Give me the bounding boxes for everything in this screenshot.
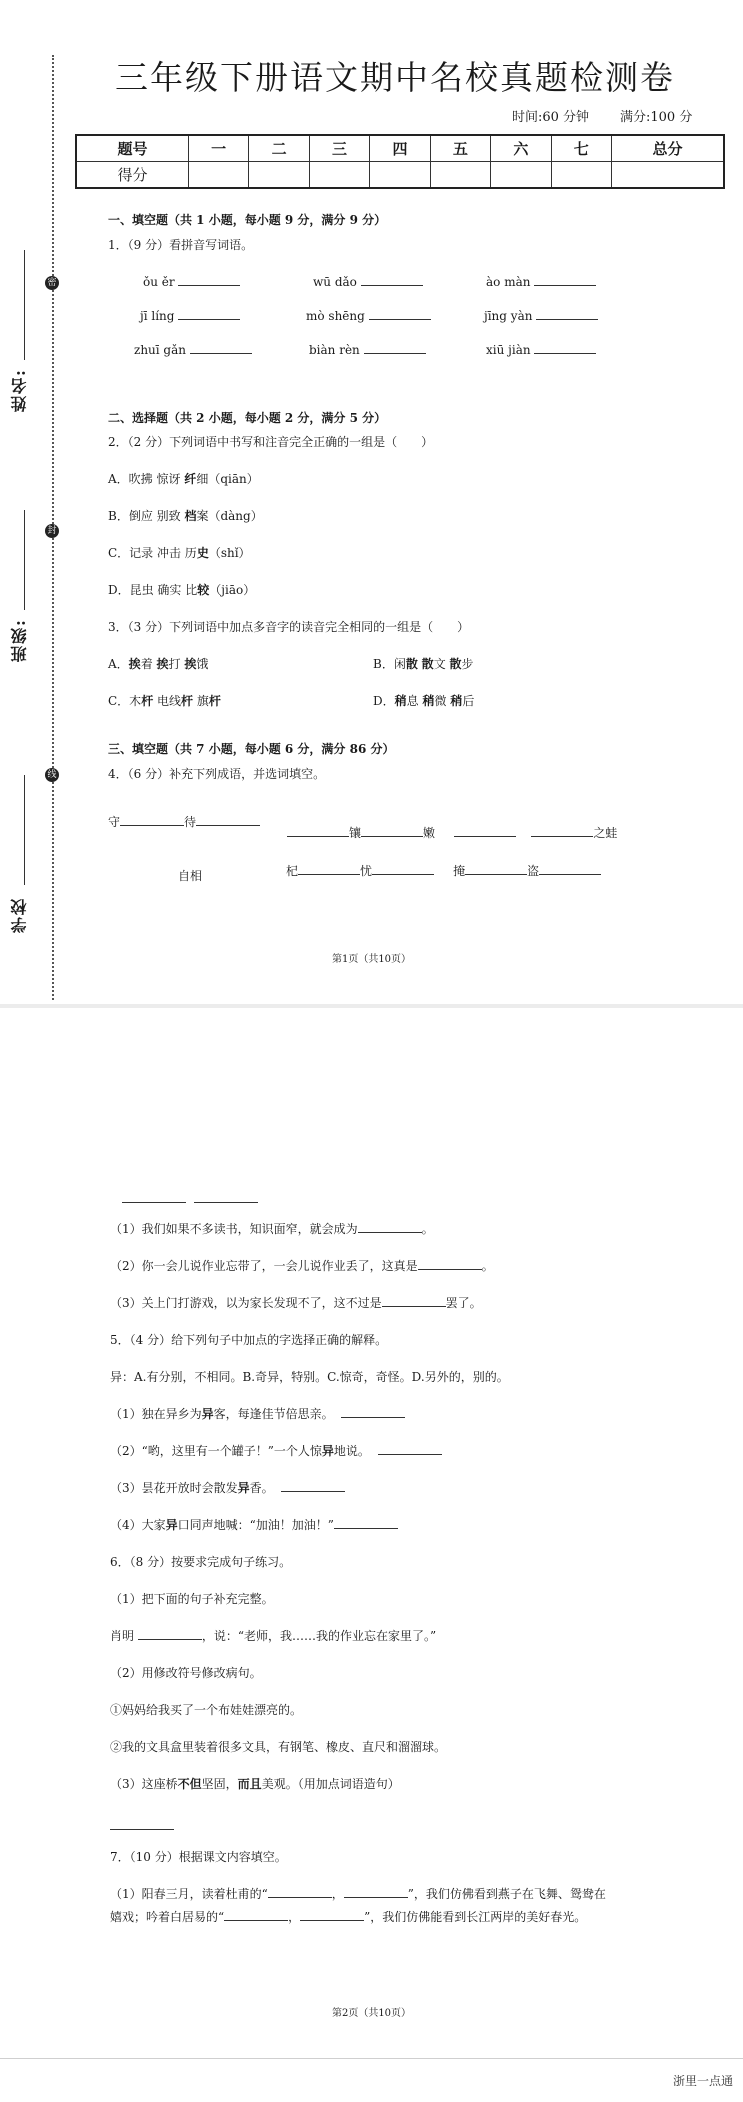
answer-blank[interactable] bbox=[298, 863, 360, 875]
option-text: 细（qiān） bbox=[196, 472, 259, 486]
score-header-cell: 三 bbox=[309, 135, 369, 162]
option-text: 着 bbox=[140, 657, 157, 671]
answer-blank[interactable] bbox=[190, 342, 252, 354]
answer-blank[interactable] bbox=[110, 1818, 174, 1830]
answer-blank[interactable] bbox=[196, 814, 260, 826]
answer-blank[interactable] bbox=[454, 825, 516, 837]
option-key-char: 较 bbox=[197, 583, 210, 597]
pinyin-item bbox=[306, 308, 431, 323]
q4-sub-3 bbox=[110, 1294, 482, 1311]
q2-option-d[interactable] bbox=[108, 581, 255, 598]
pinyin-text: xiū jiàn bbox=[486, 343, 531, 357]
question-text: 罢了。 bbox=[445, 1296, 482, 1310]
bottom-divider bbox=[0, 2058, 743, 2059]
seal-mark-xian: 线 bbox=[45, 768, 59, 782]
option-text: 文 bbox=[433, 657, 450, 671]
question-text: （2）你一会儿说作业忘带了，一会儿说作业丢了，这真是 bbox=[110, 1259, 418, 1273]
answer-blank[interactable] bbox=[281, 1480, 345, 1492]
option-key-char: 档 bbox=[184, 509, 197, 523]
name-label: 姓名: bbox=[10, 368, 29, 412]
option-text: 饿 bbox=[196, 657, 209, 671]
q3-option-d[interactable] bbox=[373, 692, 474, 709]
answer-blank[interactable] bbox=[536, 308, 598, 320]
class-label: 班级: bbox=[10, 618, 29, 662]
question-text: ”，我们仿佛看到燕子在飞舞、鸳鸯在 bbox=[407, 1887, 606, 1901]
idiom-char: 掩 bbox=[453, 864, 466, 878]
pinyin-item bbox=[486, 274, 596, 289]
option-key-char: 纤 bbox=[184, 472, 197, 486]
option-key-char: 散 bbox=[421, 657, 434, 671]
question-text: 口同声地喊：“加油！加油！” bbox=[177, 1518, 334, 1532]
score-cell[interactable] bbox=[370, 162, 430, 189]
time-label: 时间:60 分钟 bbox=[512, 110, 590, 125]
q5-sub-1 bbox=[110, 1405, 405, 1422]
answer-blank[interactable] bbox=[465, 863, 527, 875]
exam-page-1 bbox=[0, 0, 743, 1004]
idiom-char: 忧 bbox=[360, 864, 373, 878]
q6-sentence-1: ①妈妈给我买了一个布娃娃漂亮的。 bbox=[110, 1703, 303, 1717]
seal-mark-mi: 密 bbox=[45, 276, 59, 290]
school-writing-line bbox=[24, 775, 25, 885]
idiom-char: 盗 bbox=[527, 864, 540, 878]
question-2: 2．（2 分）下列词语中书写和注音完全正确的一组是（ ） bbox=[108, 435, 434, 449]
idiom-char: 守 bbox=[108, 815, 121, 829]
page-1-footer: 第1页（共10页） bbox=[331, 954, 412, 965]
option-text: 微 bbox=[434, 694, 451, 708]
score-header-cell: 二 bbox=[249, 135, 309, 162]
question-3: 3．（3 分）下列词语中加点多音字的读音完全相同的一组是（ ） bbox=[108, 620, 470, 634]
score-header-cell: 总分 bbox=[612, 135, 725, 162]
score-header-cell: 四 bbox=[370, 135, 430, 162]
pinyin-text: ǒu ěr bbox=[143, 275, 175, 289]
section-2-heading: 二、选择题（共 2 小题，每小题 2 分，满分 5 分） bbox=[108, 411, 387, 425]
idiom-char: 镶 bbox=[349, 826, 362, 840]
q5-definitions: 异：A.有分别，不相同。B.奇异，特别。C.惊奇，奇怪。D.另外的，别的。 bbox=[110, 1370, 509, 1384]
option-text: （shǐ） bbox=[208, 546, 251, 560]
q3-option-a[interactable] bbox=[108, 655, 208, 672]
q2-option-b[interactable] bbox=[108, 507, 263, 524]
q5-sub-3 bbox=[110, 1479, 345, 1496]
pinyin-item bbox=[134, 342, 252, 357]
answer-blank[interactable] bbox=[268, 1886, 332, 1898]
key-char: 异 bbox=[237, 1481, 250, 1495]
q3-option-c[interactable] bbox=[108, 692, 221, 709]
question-7: 7．（10 分）根据课文内容填空。 bbox=[110, 1850, 287, 1864]
idiom-char: 杞 bbox=[286, 864, 299, 878]
option-key-char: 稍 bbox=[394, 694, 407, 708]
question-text: 客，每逢佳节倍思亲。 bbox=[213, 1407, 334, 1421]
score-table-score-row bbox=[76, 162, 724, 189]
answer-blank[interactable] bbox=[534, 342, 596, 354]
option-text: 后 bbox=[462, 694, 475, 708]
answer-blank[interactable] bbox=[344, 1886, 408, 1898]
answer-blank[interactable] bbox=[224, 1909, 288, 1921]
answer-blank[interactable] bbox=[122, 1191, 186, 1203]
question-text: （3）昙花开放时会散发 bbox=[110, 1481, 238, 1495]
score-cell[interactable] bbox=[188, 162, 248, 189]
option-key-char: 稍 bbox=[450, 694, 463, 708]
answer-blank[interactable] bbox=[534, 274, 596, 286]
key-char: 异 bbox=[321, 1444, 334, 1458]
answer-blank[interactable] bbox=[178, 274, 240, 286]
question-4: 4．（6 分）补充下列成语，并选词填空。 bbox=[108, 767, 326, 781]
question-1: 1．（9 分）看拼音写词语。 bbox=[108, 238, 254, 252]
answer-blank[interactable] bbox=[358, 1221, 422, 1233]
option-text: D． bbox=[373, 694, 395, 708]
answer-blank[interactable] bbox=[539, 863, 601, 875]
q5-sub-4 bbox=[110, 1516, 398, 1533]
option-text: 步 bbox=[461, 657, 474, 671]
seal-mark-feng: 封 bbox=[45, 524, 59, 538]
score-table bbox=[75, 134, 725, 189]
option-text: 电线 bbox=[153, 694, 182, 708]
idiom-row-3 bbox=[286, 862, 601, 879]
answer-blank[interactable] bbox=[361, 825, 423, 837]
key-word: 而且 bbox=[237, 1777, 262, 1791]
q6-sentence-2: ②我的文具盒里装着很多文具，有钢笔、橡皮、直尺和溜溜球。 bbox=[110, 1740, 447, 1754]
pinyin-item bbox=[140, 308, 240, 323]
key-char: 异 bbox=[165, 1518, 178, 1532]
name-writing-line bbox=[24, 250, 25, 360]
question-text: ，说：“老师，我……我的作业忘在家里了。” bbox=[201, 1629, 437, 1643]
key-char: 异 bbox=[201, 1407, 214, 1421]
option-text: 案（dàng） bbox=[196, 509, 263, 523]
option-text: B．倒应 别致 bbox=[108, 509, 185, 523]
section-1-heading: 一、填空题（共 1 小题，每小题 9 分，满分 9 分） bbox=[108, 213, 387, 227]
answer-blank[interactable] bbox=[334, 1517, 398, 1529]
score-cell[interactable] bbox=[309, 162, 369, 189]
question-text: （3）这座桥 bbox=[110, 1777, 178, 1791]
question-text: 肖明 bbox=[110, 1629, 135, 1643]
idiom-shou-zhu-dai-tu bbox=[108, 813, 260, 830]
option-key-char: 杆 bbox=[141, 694, 154, 708]
option-text: A．吹拂 惊讶 bbox=[108, 472, 185, 486]
pinyin-item bbox=[309, 342, 426, 357]
score-header-cell: 七 bbox=[551, 135, 611, 162]
school-label: 学校 bbox=[10, 897, 29, 933]
question-text: （1）独在异乡为 bbox=[110, 1407, 202, 1421]
q2-option-c[interactable] bbox=[108, 544, 251, 561]
pinyin-text: biàn rèn bbox=[309, 343, 360, 357]
score-header-cell: 题号 bbox=[76, 135, 188, 162]
score-cell[interactable] bbox=[612, 162, 725, 189]
pinyin-text: jīng yàn bbox=[484, 309, 533, 323]
idiom-char: 之蛙 bbox=[593, 826, 618, 840]
question-text: 美观。（用加点词语造句） bbox=[261, 1777, 400, 1791]
option-key-char: 散 bbox=[405, 657, 418, 671]
pinyin-item bbox=[313, 274, 423, 289]
question-6: 6．（8 分）按要求完成句子练习。 bbox=[110, 1555, 292, 1569]
answer-blank[interactable] bbox=[194, 1191, 258, 1203]
option-text: C．记录 冲击 历 bbox=[108, 546, 197, 560]
option-key-char: 挨 bbox=[184, 657, 197, 671]
idiom-zi-xiang: 自相 bbox=[178, 869, 203, 883]
option-key-char: 散 bbox=[449, 657, 462, 671]
key-word: 不但 bbox=[177, 1777, 202, 1791]
question-text: （3）关上门打游戏，以为家长发现不了，这不过是 bbox=[110, 1296, 382, 1310]
q6-sub-3-blank bbox=[110, 1818, 174, 1833]
option-key-char: 挨 bbox=[156, 657, 169, 671]
score-header-cell: 六 bbox=[491, 135, 551, 162]
option-text: 打 bbox=[168, 657, 185, 671]
pinyin-item bbox=[486, 342, 596, 357]
idiom-row-2 bbox=[287, 824, 617, 841]
question-5: 5．（4 分）给下列句子中加点的字选择正确的解释。 bbox=[110, 1333, 388, 1347]
answer-blank[interactable] bbox=[287, 825, 349, 837]
option-text: （jiāo） bbox=[209, 583, 256, 597]
score-table-header-row bbox=[76, 135, 724, 162]
answer-blank[interactable] bbox=[178, 308, 240, 320]
question-text: ， bbox=[288, 1910, 301, 1924]
answer-blank[interactable] bbox=[531, 825, 593, 837]
q4-sub-1: （1）我们如果不多读书，知识面窄，就会成为 。 bbox=[110, 1222, 434, 1236]
class-writing-line bbox=[24, 510, 25, 610]
question-text: 坚固， bbox=[201, 1777, 238, 1791]
question-text: 嬉戏；吟着白居易的“ bbox=[110, 1910, 225, 1924]
full-score-label: 满分:100 分 bbox=[620, 110, 693, 125]
question-text: （1）阳春三月，读着杜甫的“ bbox=[110, 1887, 268, 1901]
q6-sub-1: （1）把下面的句子补充完整。 bbox=[110, 1592, 274, 1606]
score-cell[interactable] bbox=[491, 162, 551, 189]
answer-blank[interactable] bbox=[372, 863, 434, 875]
exam-title: 三年级下册语文期中名校真题检测卷 bbox=[115, 58, 675, 97]
q7-sub-1-line-1 bbox=[110, 1885, 606, 1902]
score-row-label: 得分 bbox=[76, 162, 188, 189]
score-header-cell: 五 bbox=[430, 135, 490, 162]
score-cell[interactable] bbox=[430, 162, 490, 189]
answer-blank[interactable] bbox=[361, 274, 423, 286]
answer-blank[interactable] bbox=[369, 308, 431, 320]
pinyin-item bbox=[484, 308, 598, 323]
option-text: 旗 bbox=[193, 694, 209, 708]
idiom-char: 嫩 bbox=[423, 826, 436, 840]
answer-blank[interactable] bbox=[378, 1443, 442, 1455]
question-text: ， bbox=[331, 1887, 344, 1901]
question-text: （2）“哟，这里有一个罐子！”一个人惊 bbox=[110, 1444, 322, 1458]
watermark-text: 浙里一点通 bbox=[672, 2074, 733, 2088]
answer-blank[interactable] bbox=[300, 1909, 364, 1921]
idiom-char: 待 bbox=[184, 815, 197, 829]
q7-sub-1-line-2 bbox=[110, 1908, 586, 1925]
answer-blank[interactable] bbox=[364, 342, 426, 354]
carryover-blanks bbox=[122, 1191, 258, 1206]
option-text: B．闲 bbox=[373, 657, 406, 671]
option-text: D．昆虫 确实 比 bbox=[108, 583, 198, 597]
score-cell[interactable] bbox=[249, 162, 309, 189]
q6-sub-3 bbox=[110, 1775, 400, 1792]
option-key-char: 挨 bbox=[128, 657, 141, 671]
option-key-char: 史 bbox=[196, 546, 209, 560]
answer-blank[interactable] bbox=[418, 1258, 482, 1270]
score-cell[interactable] bbox=[551, 162, 611, 189]
option-key-char: 杆 bbox=[208, 694, 221, 708]
question-text: ”，我们仿佛能看到长江两岸的美好春光。 bbox=[364, 1910, 587, 1924]
answer-blank[interactable] bbox=[382, 1295, 446, 1307]
option-key-char: 稍 bbox=[422, 694, 435, 708]
option-text: 息 bbox=[406, 694, 423, 708]
q6-sub-1-sentence bbox=[110, 1627, 436, 1644]
answer-blank[interactable] bbox=[120, 814, 184, 826]
q6-sub-2: （2）用修改符号修改病句。 bbox=[110, 1666, 262, 1680]
question-text: （1）我们如果不多读书，知识面窄，就会成为 bbox=[110, 1222, 358, 1236]
exam-page-2 bbox=[0, 1008, 743, 2102]
answer-blank[interactable] bbox=[138, 1628, 202, 1640]
question-text: （4）大家 bbox=[110, 1518, 166, 1532]
option-text: A． bbox=[108, 657, 129, 671]
q3-option-b[interactable] bbox=[373, 655, 474, 672]
q4-sub-2: （2）你一会儿说作业忘带了，一会儿说作业丢了，这真是 。 bbox=[110, 1259, 494, 1273]
q2-option-a[interactable] bbox=[108, 470, 259, 487]
page-2-footer: 第2页（共10页） bbox=[331, 2008, 412, 2019]
pinyin-text: ào màn bbox=[486, 275, 531, 289]
score-header-cell: 一 bbox=[188, 135, 248, 162]
pinyin-text: jī líng bbox=[140, 309, 175, 323]
pinyin-text: zhuī gǎn bbox=[134, 343, 186, 357]
question-text: 地说。 bbox=[333, 1444, 370, 1458]
section-3-heading: 三、填空题（共 7 小题，每小题 6 分，满分 86 分） bbox=[108, 742, 395, 756]
option-key-char: 杆 bbox=[181, 694, 194, 708]
option-text: C．木 bbox=[108, 694, 142, 708]
q5-sub-2 bbox=[110, 1442, 442, 1459]
answer-blank[interactable] bbox=[341, 1406, 405, 1418]
pinyin-text: wū dǎo bbox=[313, 275, 357, 289]
question-text: 香。 bbox=[249, 1481, 274, 1495]
pinyin-item bbox=[143, 274, 240, 289]
pinyin-text: mò shēng bbox=[306, 309, 365, 323]
